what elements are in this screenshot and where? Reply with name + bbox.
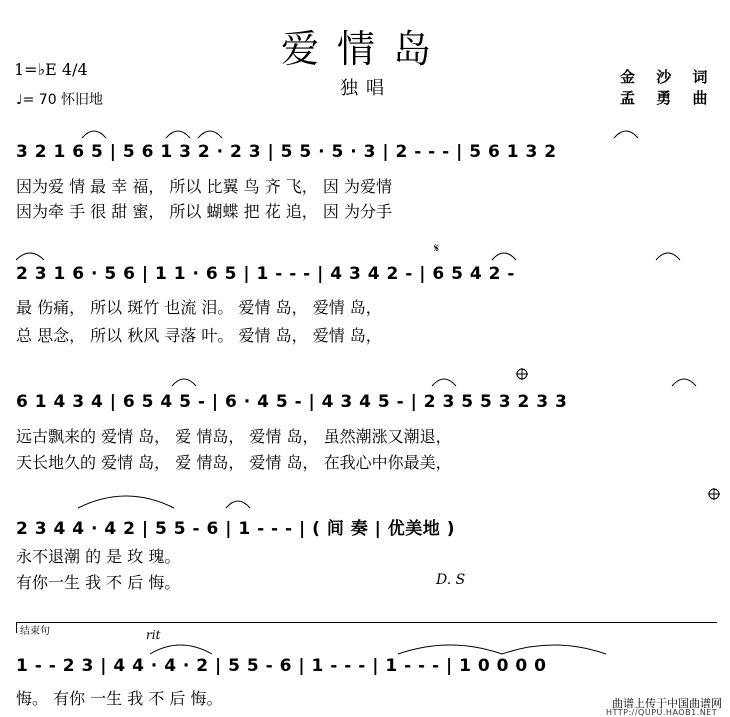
song-title: 爱情岛 [280, 27, 449, 71]
row-4-notes: 2 3 4 4 · 4 2 | 5 5 - 6 | 1 - - - | ( 间 奏 | 优美地 ) [16, 519, 455, 539]
row-2-lyrics-verse-2: 总 思念， 所以 秋风 寻落 叶。 爱情 岛， 爱情 岛， [16, 326, 382, 345]
row-1-notes: 3 2 1 6 5 | 5 6 1 3 2 · 2 3 | 5 5 · 5 · 3 | 2 - - - | 5 6 1 3 2 [16, 142, 557, 162]
row-2-notes: 2 3 1 6 · 5 6 | 1 1 · 6 5 | 1 - - - | 4 3 4 2 - | 6 5 4 2 - [16, 264, 515, 284]
row-1-lyrics-verse-2: 因为牵 手 很 甜 蜜， 所以 蝴蝶 把 花 追， 因 为分手 [16, 202, 392, 221]
lyricist-credit: 金 沙 词 [620, 68, 716, 86]
ending-label: 结束句 [20, 626, 50, 637]
row-1-lyrics-verse-1: 因为爱 情 最 幸 福， 所以 比翼 鸟 齐 飞， 因 为爱情 [16, 177, 392, 196]
dal-segno-mark: D. S [436, 572, 466, 588]
tempo-marking: ♩= 70 怀旧地 [16, 92, 104, 108]
ritardando-mark: rit [146, 628, 161, 642]
score-row-3 [16, 364, 716, 472]
row-3-lyrics-verse-1: 远古飘来的 爱情 岛， 爱 情岛， 爱情 岛， 虽然潮涨又潮退， [16, 427, 452, 446]
score-row-4 [16, 484, 726, 594]
row-3-notes: 6 1 4 3 4 | 6 5 4 5 - | 6 · 4 5 - | 4 3 4 5 - | 2 3 5 5 3 2 3 3 [16, 392, 568, 412]
slur-marks [16, 484, 726, 514]
slur-marks [16, 364, 716, 394]
source-watermark: 曲谱上传于中国曲谱网 [612, 697, 722, 710]
row-4-lyrics-verse-2: 有你一生 我 不 后 悔。 [16, 573, 181, 592]
performance-style: 独唱 [340, 78, 392, 99]
row-5-lyrics: 悔。 有你 一生 我 不 后 悔。 [16, 689, 223, 708]
score-row-1 [16, 122, 716, 222]
score-row-2 [16, 240, 716, 345]
key-signature: 1=♭E 4/4 [14, 60, 88, 79]
row-2-lyrics-verse-1: 最 伤痛， 所以 斑竹 也流 泪。 爱情 岛， 爱情 岛， [16, 298, 382, 317]
source-url: HTTP://QUPU.HAOB1.NET [606, 708, 718, 717]
row-5-notes: 1 - - 2 3 | 4 4 · 4 · 2 | 5 5 - 6 | 1 - - - | 1 - - - | 1 0 0 0 0 [16, 656, 547, 676]
composer-credit: 孟 勇 曲 [620, 89, 716, 107]
svg-text:𝄋: 𝄋 [434, 241, 440, 255]
row-3-lyrics-verse-2: 天长地久的 爱情 岛， 爱 情岛， 爱情 岛， 在我心中你最美， [16, 453, 452, 472]
row-4-lyrics-verse-1: 永不退潮 的 是 玫 瑰。 [16, 547, 181, 566]
